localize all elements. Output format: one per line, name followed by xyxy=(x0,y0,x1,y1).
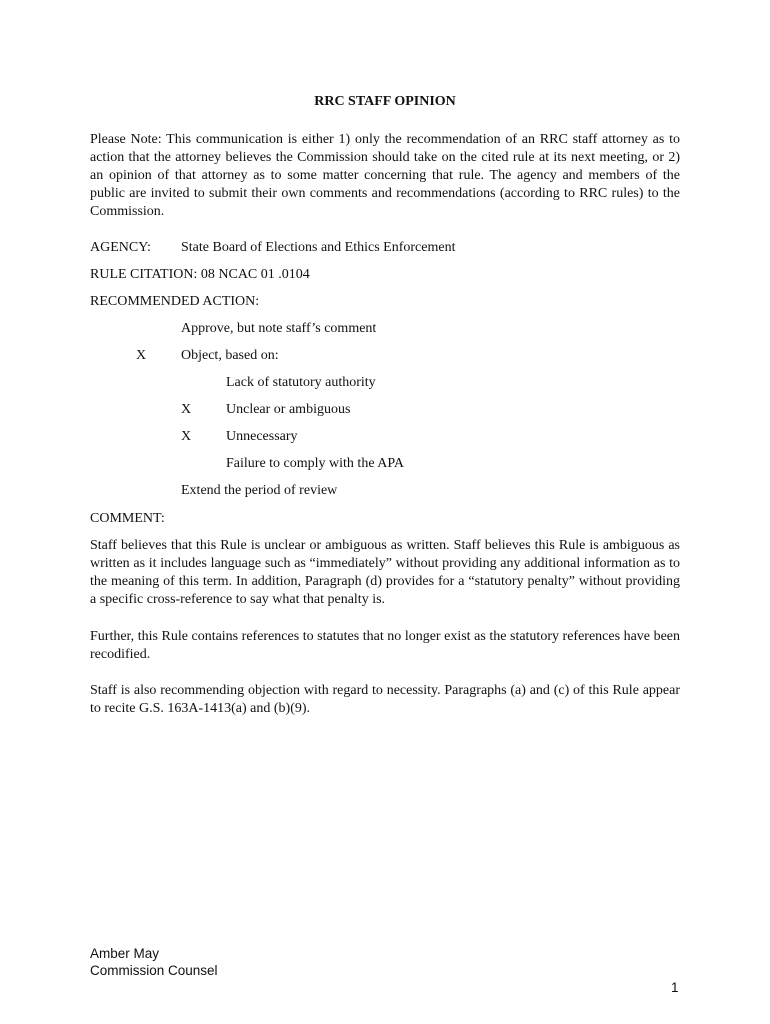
comment-paragraph: Staff believes that this Rule is unclear or ambiguous as written. Staff believes this Rule is ambiguous as written as it includes language such as “immediately” without providing any additional information as to the meaning of this term. In addition, Paragraph (d) provides for a “statutory penalty” without providing a specific cross-reference to say what that penalty is. xyxy=(90,538,680,607)
comment-paragraph: Staff is also recommending objection with regard to necessity. Paragraphs (a) and (c) of this Rule appear to recite G.S. 163A-1413(a) and (b)(9). xyxy=(90,683,680,716)
approve-option: Approve, but note staff’s comment xyxy=(181,321,377,336)
basis-unnecessary: Unnecessary xyxy=(226,429,298,444)
basis-mark: X xyxy=(181,429,192,444)
page-number: 1 xyxy=(671,980,679,995)
basis-statutory-authority: Lack of statutory authority xyxy=(226,375,376,390)
author-name: Amber May xyxy=(90,946,160,961)
document-title: RRC STAFF OPINION xyxy=(314,94,456,109)
author-role: Commission Counsel xyxy=(90,963,218,978)
rule-citation: RULE CITATION: 08 NCAC 01 .0104 xyxy=(90,267,310,282)
extend-option: Extend the period of review xyxy=(181,483,338,498)
comment-label: COMMENT: xyxy=(90,511,165,526)
object-mark: X xyxy=(136,348,147,363)
agency-value: State Board of Elections and Ethics Enforcement xyxy=(181,240,456,255)
object-option: Object, based on: xyxy=(181,348,279,363)
agency-label: AGENCY: xyxy=(90,240,151,255)
recommended-action-label: RECOMMENDED ACTION: xyxy=(90,294,260,309)
comment-paragraph: Further, this Rule contains references to statutes that no longer exist as the statutory references have been recodified. xyxy=(90,629,680,662)
basis-apa: Failure to comply with the APA xyxy=(226,456,404,471)
basis-unclear-ambiguous: Unclear or ambiguous xyxy=(226,402,351,417)
basis-mark: X xyxy=(181,402,192,417)
note-paragraph: Please Note: This communication is either 1) only the recommendation of an RRC staff attorney as to action that the attorney believes the Commission should take on the cited rule at its next meeting, or 2) an opinion of that attorney as to some matter concerning that rule. The agency and members of the public are invited to submit their own comments and recommendations (according to RRC rules) to the Commission. xyxy=(90,132,680,219)
